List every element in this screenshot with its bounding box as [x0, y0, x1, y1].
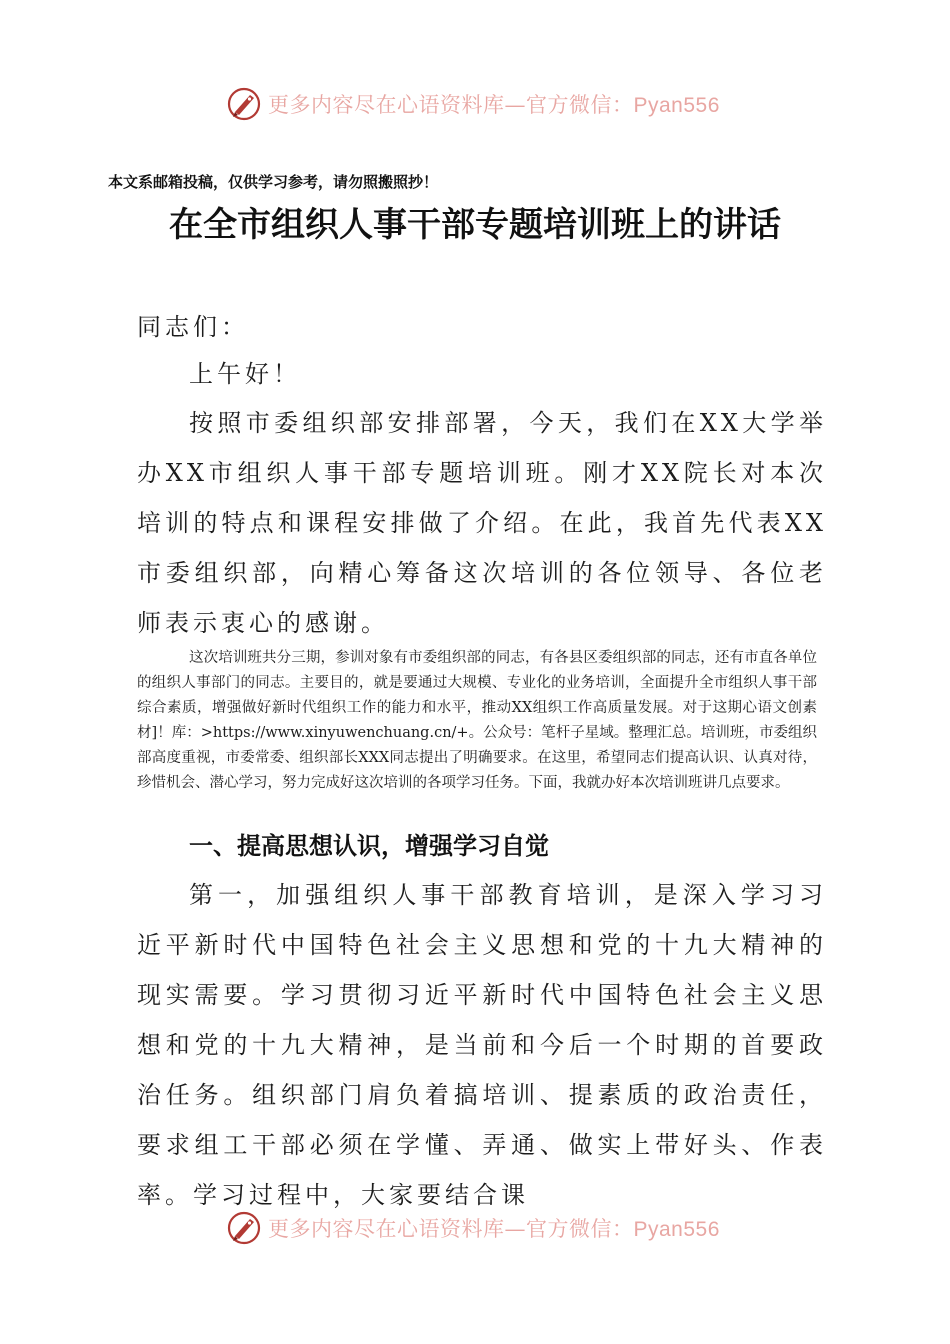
salutation: 同志们：	[137, 313, 249, 341]
document-title: 在全市组织人事干部专题培训班上的讲话	[169, 205, 781, 245]
section-heading-1: 一、提高思想认识，增强学习自觉	[189, 832, 549, 860]
copyright-notice: 本文系邮箱投稿，仅供学习参考，请勿照搬照抄！	[108, 173, 439, 191]
watermark-text: 更多内容尽在心语资料库—官方微信：Pyan556	[268, 93, 720, 117]
paragraph-intro: 按照市委组织部安排部署，今天，我们在XX大学举办XX市组织人事干部专题培训班。刚才XX院长对本次培训的特点和课程安排做了介绍。在此，我首先代表XX市委组织部，向精心筹备这次培训的各位领导、各位老师表示衷心的感谢。	[137, 409, 827, 637]
wechat-id: Pyan556	[633, 1218, 720, 1241]
pen-nib-logo-icon	[226, 1210, 262, 1246]
wechat-id: Pyan556	[633, 94, 720, 117]
pen-nib-logo-icon	[226, 86, 262, 122]
greeting: 上午好！	[189, 360, 301, 388]
watermark-text: 更多内容尽在心语资料库—官方微信：Pyan556	[268, 1217, 720, 1241]
paragraph-first-point: 第一，加强组织人事干部教育培训，是深入学习习近平新时代中国特色社会主义思想和党的十九大精神的现实需要。学习贯彻习近平新时代中国特色社会主义思想和党的十九大精神，是当前和今后一个时期的首要政治任务。组织部门肩负着搞培训、提素质的政治责任，要求组工干部必须在学懂、弄通、做实上带好头、作表率。学习过程中，大家要结合课	[137, 881, 827, 1209]
watermark-banner-top	[226, 84, 746, 124]
paragraph-training-overview: 这次培训班共分三期，参训对象有市委组织部的同志，有各县区委组织部的同志，还有市直各单位的组织人事部门的同志。主要目的，就是要通过大规模、专业化的业务培训，全面提升全市组织人事干部综合素质，增强做好新时代组织工作的能力和水平，推动XX组织工作高质量发展。对于这期心语文创素材]！库：>https://www.xinyuwenchuang.cn/+。公众号：笔杆子星域。整理汇总。培训班，市委组织部高度重视，市委常委、组织部长XXX同志提出了明确要求。在这里，希望同志们提高认识、认真对待，珍惜机会、潜心学习，努力完成好这次培训的各项学习任务。下面，我就办好本次培训班讲几点要求。	[137, 650, 817, 791]
watermark-banner-bottom	[226, 1208, 746, 1248]
